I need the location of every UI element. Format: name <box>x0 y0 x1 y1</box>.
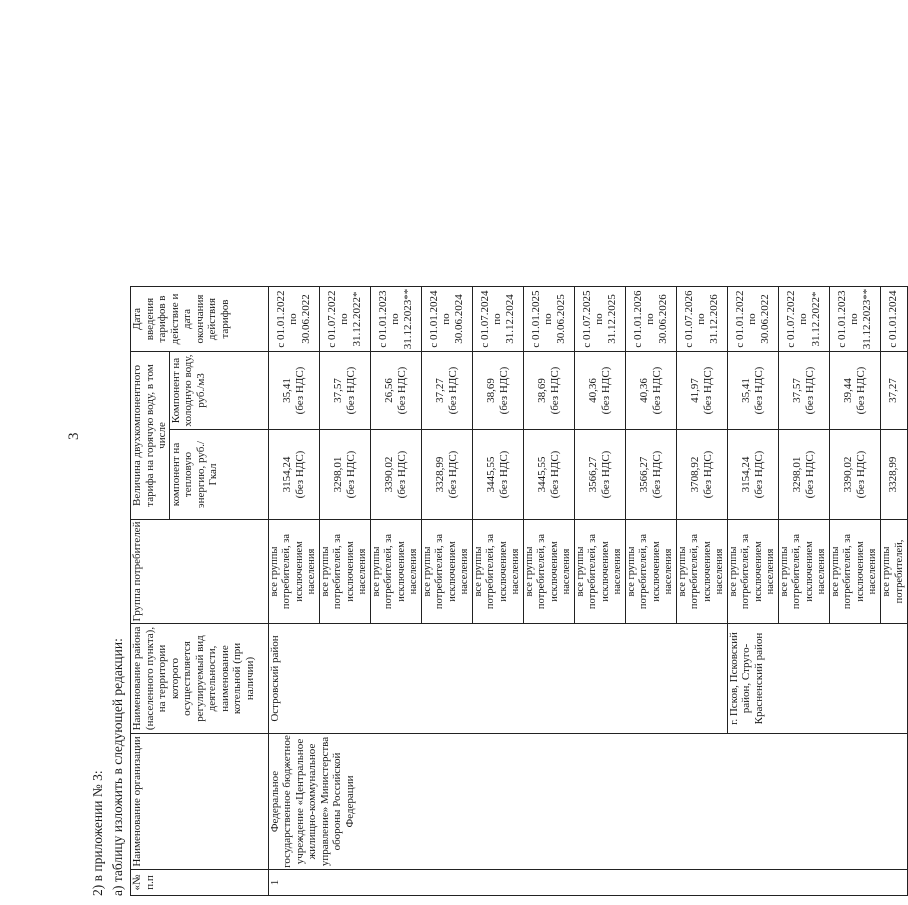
dates-cell <box>319 287 370 352</box>
date-from: с 01.07.2024 <box>478 290 491 348</box>
heat-component-cell <box>727 430 778 520</box>
cold-value: 38,69 <box>485 378 497 403</box>
consumer-group: все группы потребителей, за исключением населения <box>370 520 421 624</box>
organization-name: Федеральное государственное бюджетное учреждение «Центральное жилищно-коммунальное управление» Министерства обороны Российской Федерации <box>268 734 907 870</box>
cold-value: 37,57 <box>332 378 344 403</box>
dates-cell <box>880 287 907 352</box>
vat-note: (без НДС) <box>497 366 510 415</box>
heat-value: 3298,01 <box>791 456 803 493</box>
rotated-page-content <box>88 34 905 896</box>
vat-note: (без НДС) <box>548 366 561 415</box>
vat-note: (без НДС) <box>395 366 408 415</box>
consumer-group: все группы потребителей, за исключением населения <box>421 520 472 624</box>
date-from: с 01.01.2023 <box>376 290 389 348</box>
cold-value: 37,57 <box>791 378 803 403</box>
header-cold: Компонент на холодную воду, руб./м3 <box>169 352 268 430</box>
heat-component-cell <box>625 430 676 520</box>
date-from: с 01.01.2026 <box>631 290 644 348</box>
heat-value: 3445,55 <box>485 456 497 493</box>
row-number: 1 <box>268 870 907 896</box>
cold-value: 26,56 <box>383 378 395 403</box>
dates-cell <box>268 287 319 352</box>
date-to: по 31.12.2026 <box>695 294 720 344</box>
header-org: Наименование организации <box>131 734 269 870</box>
vat-note: (без НДС) <box>293 366 306 415</box>
date-to: по 31.12.2022* <box>797 291 822 347</box>
heat-component-cell <box>829 430 880 520</box>
cold-value: 35,41 <box>281 378 293 403</box>
dates-cell <box>625 287 676 352</box>
vat-note: (без НДС) <box>803 450 816 499</box>
section-heading: 2) в приложении № 3: <box>90 770 105 896</box>
date-from: с 01.01.2024 <box>887 290 900 348</box>
heat-component-cell <box>523 430 574 520</box>
cold-component-cell <box>676 352 727 430</box>
cold-value: 39,44 <box>842 378 854 403</box>
date-to: по 30.06.2024 <box>440 294 465 344</box>
heat-value: 3154,24 <box>740 456 752 493</box>
date-from: с 01.07.2025 <box>580 290 593 348</box>
vat-note: (без НДС) <box>803 366 816 415</box>
heat-component-cell <box>676 430 727 520</box>
cold-component-cell <box>829 352 880 430</box>
cold-component-cell <box>472 352 523 430</box>
cold-component-cell <box>778 352 829 430</box>
dates-cell <box>472 287 523 352</box>
consumer-group: все группы потребителей, за исключением населения <box>727 520 778 624</box>
consumer-group: все группы потребителей, за исключением населения <box>778 520 829 624</box>
heat-component-cell <box>472 430 523 520</box>
vat-note: (без НДС) <box>497 450 510 499</box>
consumer-group: все группы потребителей, за исключением населения <box>574 520 625 624</box>
vat-note: (без НДС) <box>395 450 408 499</box>
consumer-group: все группы потребителей, за исключением населения <box>319 520 370 624</box>
dates-cell <box>676 287 727 352</box>
heat-value: 3390,02 <box>383 456 395 493</box>
date-to: по 31.12.2025 <box>593 294 618 344</box>
cold-component-cell <box>370 352 421 430</box>
date-to: по 30.06.2025 <box>542 294 567 344</box>
consumer-group: все группы потребителей, за исключением населения <box>829 520 880 624</box>
date-to: по 30.06.2026 <box>644 294 669 344</box>
area-name: Островский район <box>268 624 727 734</box>
date-from: с 01.01.2022 <box>733 290 746 348</box>
cold-value: 41,97 <box>689 378 701 403</box>
dates-cell <box>523 287 574 352</box>
vat-note: (без НДС) <box>752 366 765 415</box>
date-from: с 01.07.2022 <box>784 290 797 348</box>
heat-value: 3390,02 <box>842 456 854 493</box>
heat-component-cell <box>778 430 829 520</box>
date-to: по 31.12.2023** <box>389 288 414 350</box>
vat-note: (без НДС) <box>752 450 765 499</box>
date-from: с 01.01.2023 <box>835 290 848 348</box>
cold-value: 35,41 <box>740 378 752 403</box>
vat-note: (без НДС) <box>854 366 867 415</box>
heat-value: 3328,99 <box>434 456 446 493</box>
heat-component-cell <box>370 430 421 520</box>
heat-value: 3566,27 <box>587 456 599 493</box>
vat-note: (без НДС) <box>650 366 663 415</box>
date-to: по 31.12.2022* <box>338 291 363 347</box>
cold-component-cell <box>727 352 778 430</box>
vat-note: (без НДС) <box>854 450 867 499</box>
vat-note: (без НДС) <box>701 450 714 499</box>
dates-cell <box>829 287 880 352</box>
header-dates: Дата введения тарифов в действие и дата окончания действия тарифов <box>131 287 269 352</box>
cold-value: 40,36 <box>587 378 599 403</box>
date-from: с 01.01.2024 <box>427 290 440 348</box>
dates-cell <box>727 287 778 352</box>
tariff-table <box>130 286 908 896</box>
vat-note: (без НДС) <box>446 366 459 415</box>
heat-component-cell <box>268 430 319 520</box>
dates-cell <box>370 287 421 352</box>
consumer-group: все группы потребителей, за исключением населения <box>625 520 676 624</box>
consumer-group: все группы потребителей, за исключением населения <box>523 520 574 624</box>
consumer-group: все группы потребителей, за исключением населения <box>472 520 523 624</box>
heat-value: 3566,27 <box>638 456 650 493</box>
heat-value: 3708,92 <box>689 456 701 493</box>
table-row <box>268 287 319 896</box>
vat-note: (без НДС) <box>344 450 357 499</box>
consumer-group: все группы потребителей, <box>880 520 907 624</box>
cold-value: 37,27 <box>887 378 900 403</box>
cold-value: 37,27 <box>434 378 446 403</box>
table-body <box>268 287 907 896</box>
heat-value: 3328,99 <box>887 456 900 493</box>
date-from: с 01.07.2026 <box>682 290 695 348</box>
dates-cell <box>421 287 472 352</box>
date-from: с 01.01.2025 <box>529 290 542 348</box>
page-number: 3 <box>66 432 82 440</box>
cold-component-cell <box>268 352 319 430</box>
cold-component-cell <box>880 352 907 430</box>
date-from: с 01.01.2022 <box>274 290 287 348</box>
dates-cell <box>778 287 829 352</box>
heat-value: 3154,24 <box>281 456 293 493</box>
date-from: с 01.07.2022 <box>325 290 338 348</box>
heat-value: 3298,01 <box>332 456 344 493</box>
vat-note: (без НДС) <box>650 450 663 499</box>
vat-note: (без НДС) <box>599 450 612 499</box>
vat-note: (без НДС) <box>701 366 714 415</box>
date-to: по 31.12.2024 <box>491 294 516 344</box>
heat-component-cell <box>574 430 625 520</box>
consumer-group: все группы потребителей, за исключением населения <box>268 520 319 624</box>
heat-component-cell <box>421 430 472 520</box>
vat-note: (без НДС) <box>293 450 306 499</box>
subsection-heading: а) таблицу изложить в следующей редакции: <box>110 638 125 896</box>
consumer-group: все группы потребителей, за исключением населения <box>676 520 727 624</box>
header-tariff: Величина двухкомпонентного тарифа на горячую воду, в том числе <box>131 352 170 520</box>
area-name: г. Псков, Псковский район, Струго-Красненский район <box>727 624 907 734</box>
header-area: Наименование района (населенного пункта), на территории которого осуществляется регулируемый вид деятельности, наименование котельной (при наличии) <box>131 624 269 734</box>
dates-cell <box>574 287 625 352</box>
cold-component-cell <box>574 352 625 430</box>
date-to: по 30.06.2022 <box>746 294 771 344</box>
cold-component-cell <box>523 352 574 430</box>
cold-component-cell <box>625 352 676 430</box>
vat-note: (без НДС) <box>344 366 357 415</box>
header-heat: компонент на тепловую энергию, руб./Гкал <box>169 430 268 520</box>
date-to: по 30.06.2022 <box>287 294 312 344</box>
header-num: «№ п.п <box>131 870 269 896</box>
heat-value: 3445,55 <box>536 456 548 493</box>
date-to: по 31.12.2023** <box>848 288 873 350</box>
cold-component-cell <box>421 352 472 430</box>
vat-note: (без НДС) <box>446 450 459 499</box>
heat-component-cell <box>319 430 370 520</box>
vat-note: (без НДС) <box>548 450 561 499</box>
cold-value: 38,69 <box>536 378 548 403</box>
heat-component-cell <box>880 430 907 520</box>
vat-note: (без НДС) <box>599 366 612 415</box>
cold-value: 40,36 <box>638 378 650 403</box>
header-group: Группа потребителей <box>131 520 269 624</box>
cold-component-cell <box>319 352 370 430</box>
